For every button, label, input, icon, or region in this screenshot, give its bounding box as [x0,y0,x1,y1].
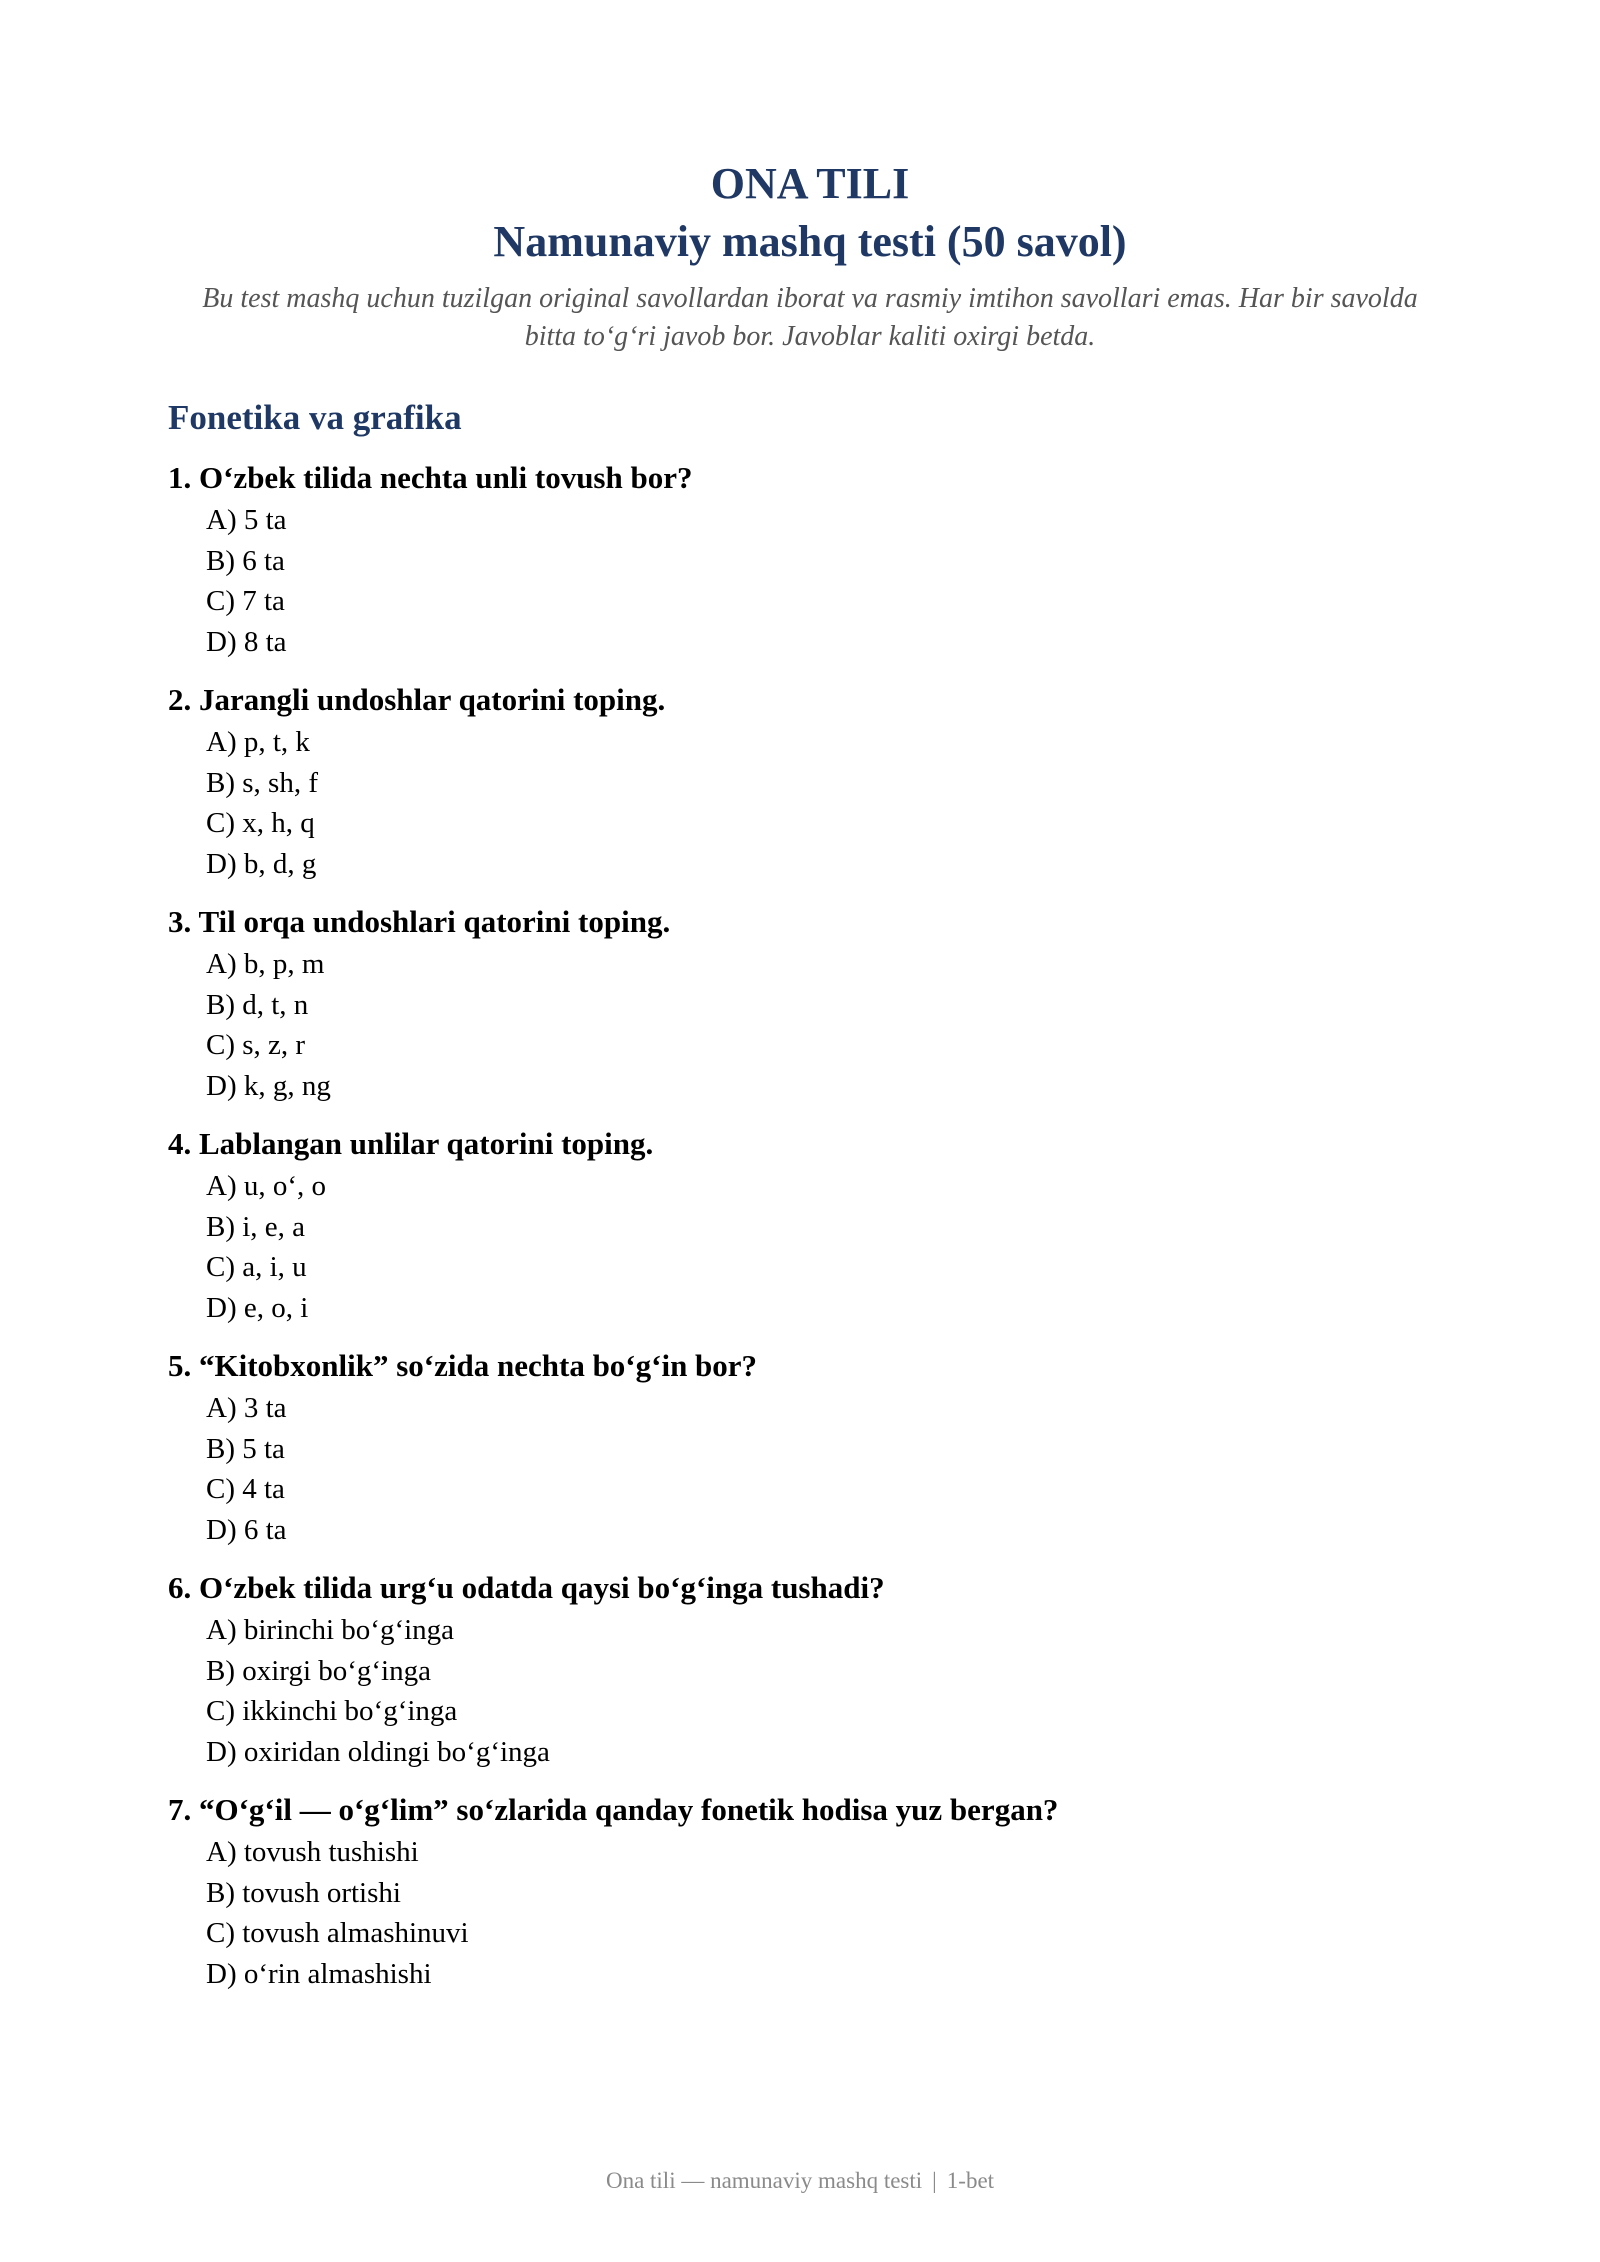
question-item [168,899,1448,1106]
answer-option: C) a, i, u [206,1251,307,1283]
answer-option: C) ikkinchi bo‘g‘inga [206,1695,458,1727]
answer-option: A) p, t, k [206,726,310,758]
question-text: 3. Til orqa undoshlari qatorini toping. [168,904,671,939]
answer-option: C) 7 ta [206,585,285,617]
question-text: 5. “Kitobxonlik” so‘zida nechta bo‘g‘in bor? [168,1348,758,1383]
answer-option: B) 6 ta [206,544,285,577]
answer-option: B) 5 ta [206,1432,285,1465]
document-subtitle: Namunaviy mashq testi (50 savol) [493,217,1127,266]
question-item [168,1787,1448,1994]
question-item [168,1121,1448,1328]
page-footer [0,2166,1600,2196]
footer-separator: | [932,2168,937,2193]
intro-note: Bu test mashq uchun tuzilgan original savollardan iborat va rasmiy imtihon savollari emas. Har bir savolda bitta to‘g‘ri javob bor. Javoblar kaliti oxirgi betda. [202,283,1418,352]
question-text: 4. Lablangan unlilar qatorini toping. [168,1126,654,1161]
footer-page-number: 1-bet [946,2168,995,2193]
answer-option: A) b, p, m [206,948,325,980]
answer-option: A) 3 ta [206,1392,287,1424]
answer-option: D) oxiridan oldingi bo‘g‘inga [206,1735,550,1768]
answer-option: A) 5 ta [206,504,287,536]
answer-option: C) tovush almashinuvi [206,1917,469,1949]
question-item [168,1565,1448,1772]
question-item [168,455,1448,662]
answer-option: D) o‘rin almashishi [206,1957,432,1990]
answer-option: C) 4 ta [206,1473,285,1505]
answer-option: D) k, g, ng [206,1069,331,1102]
question-item [168,677,1448,884]
footer-document-name: Ona tili — namunaviy mashq testi [605,2168,923,2193]
answer-option: C) x, h, q [206,807,315,839]
document-title: ONA TILI [710,159,910,208]
answer-option: B) oxirgi bo‘g‘inga [206,1654,431,1687]
document-header [160,156,1460,356]
section-heading: Fonetika va grafika [168,398,462,437]
answer-option: D) b, d, g [206,847,317,880]
answer-option: D) 6 ta [206,1513,287,1546]
answer-option: A) birinchi bo‘g‘inga [206,1614,455,1646]
answer-option: C) s, z, r [206,1029,306,1061]
question-text: 7. “O‘g‘il — o‘g‘lim” so‘zlarida qanday fonetik hodisa yuz bergan? [168,1792,1059,1827]
answer-option: B) tovush ortishi [206,1876,401,1909]
answer-option: D) 8 ta [206,625,287,658]
answer-option: B) d, t, n [206,988,309,1021]
answer-option: A) tovush tushishi [206,1836,419,1868]
question-text: 1. O‘zbek tilida nechta unli tovush bor? [168,460,693,495]
question-text: 2. Jarangli undoshlar qatorini toping. [168,682,666,717]
question-item [168,1343,1448,1550]
question-text: 6. O‘zbek tilida urg‘u odatda qaysi bo‘g‘inga tushadi? [168,1570,885,1605]
answer-option: A) u, o‘, o [206,1170,327,1202]
answer-option: B) s, sh, f [206,766,318,799]
answer-option: B) i, e, a [206,1210,306,1243]
answer-option: D) e, o, i [206,1291,309,1324]
question-list [168,455,1448,2009]
